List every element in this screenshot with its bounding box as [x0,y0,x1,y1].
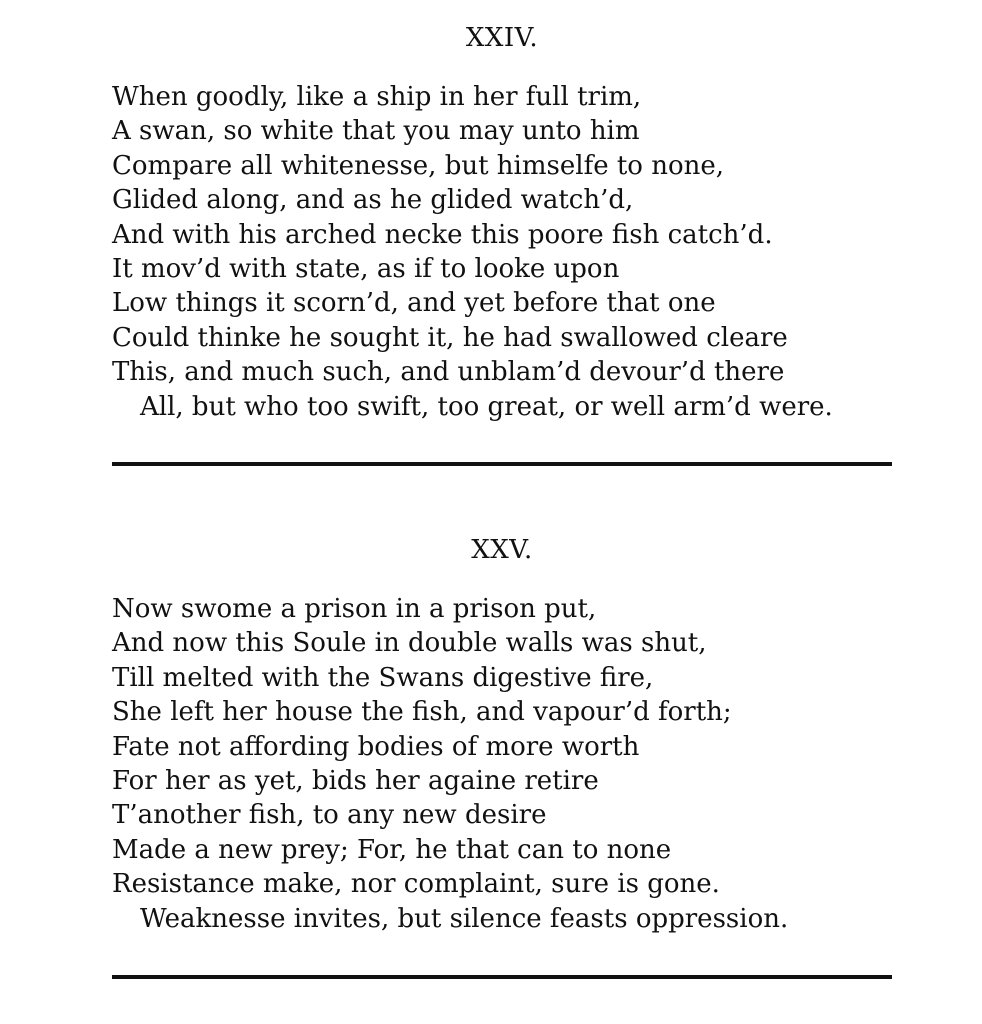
verse-line: Glided along, and as he glided watch’d, [112,185,634,216]
closing-alexandrine: All, but who too swift, too great, or well arm’d were. [140,391,833,422]
verse-line: A swan, so white that you may unto him [112,116,640,147]
verse-line: It mov’d with state, as if to looke upon [112,253,620,284]
verse-line: Fate not affording bodies of more worth [112,731,640,762]
verse-line: For her as yet, bids her againe retire [112,765,599,796]
stanza-numeral: XXV. [471,535,533,565]
section-divider [112,975,892,979]
verse-line: When goodly, like a ship in her full trim, [112,82,642,112]
verse-line: Resistance make, nor complaint, sure is gone. [112,869,720,900]
verse-line: Compare all whitenesse, but himselfe to none, [112,150,725,181]
stanza-numeral: XXIV. [465,23,539,53]
verse-line: T’another fish, to any new desire [112,800,547,831]
stanza-xxiv [112,18,892,424]
verse-line: And now this Soule in double walls was shut, [112,628,707,659]
verse-line: Now swome a prison in a prison put, [112,594,597,624]
verse-line: She left her house the fish, and vapour’d forth; [112,697,732,728]
verse-line: And with his arched necke this poore fish catch’d. [112,219,773,250]
stanza-verse [112,592,892,936]
verse-line: Till melted with the Swans digestive fire, [112,662,654,693]
section-divider [112,462,892,466]
verse-line: This, and much such, and unblam’d devour’d there [112,357,785,388]
stanza-xxv [112,530,892,936]
closing-alexandrine: Weaknesse invites, but silence feasts oppression. [140,903,789,934]
verse-line: Low things it scorn’d, and yet before that one [112,288,716,319]
stanza-verse [112,80,892,424]
verse-line: Made a new prey; For, he that can to none [112,834,672,865]
verse-line: Could thinke he sought it, he had swallowed cleare [112,322,788,353]
